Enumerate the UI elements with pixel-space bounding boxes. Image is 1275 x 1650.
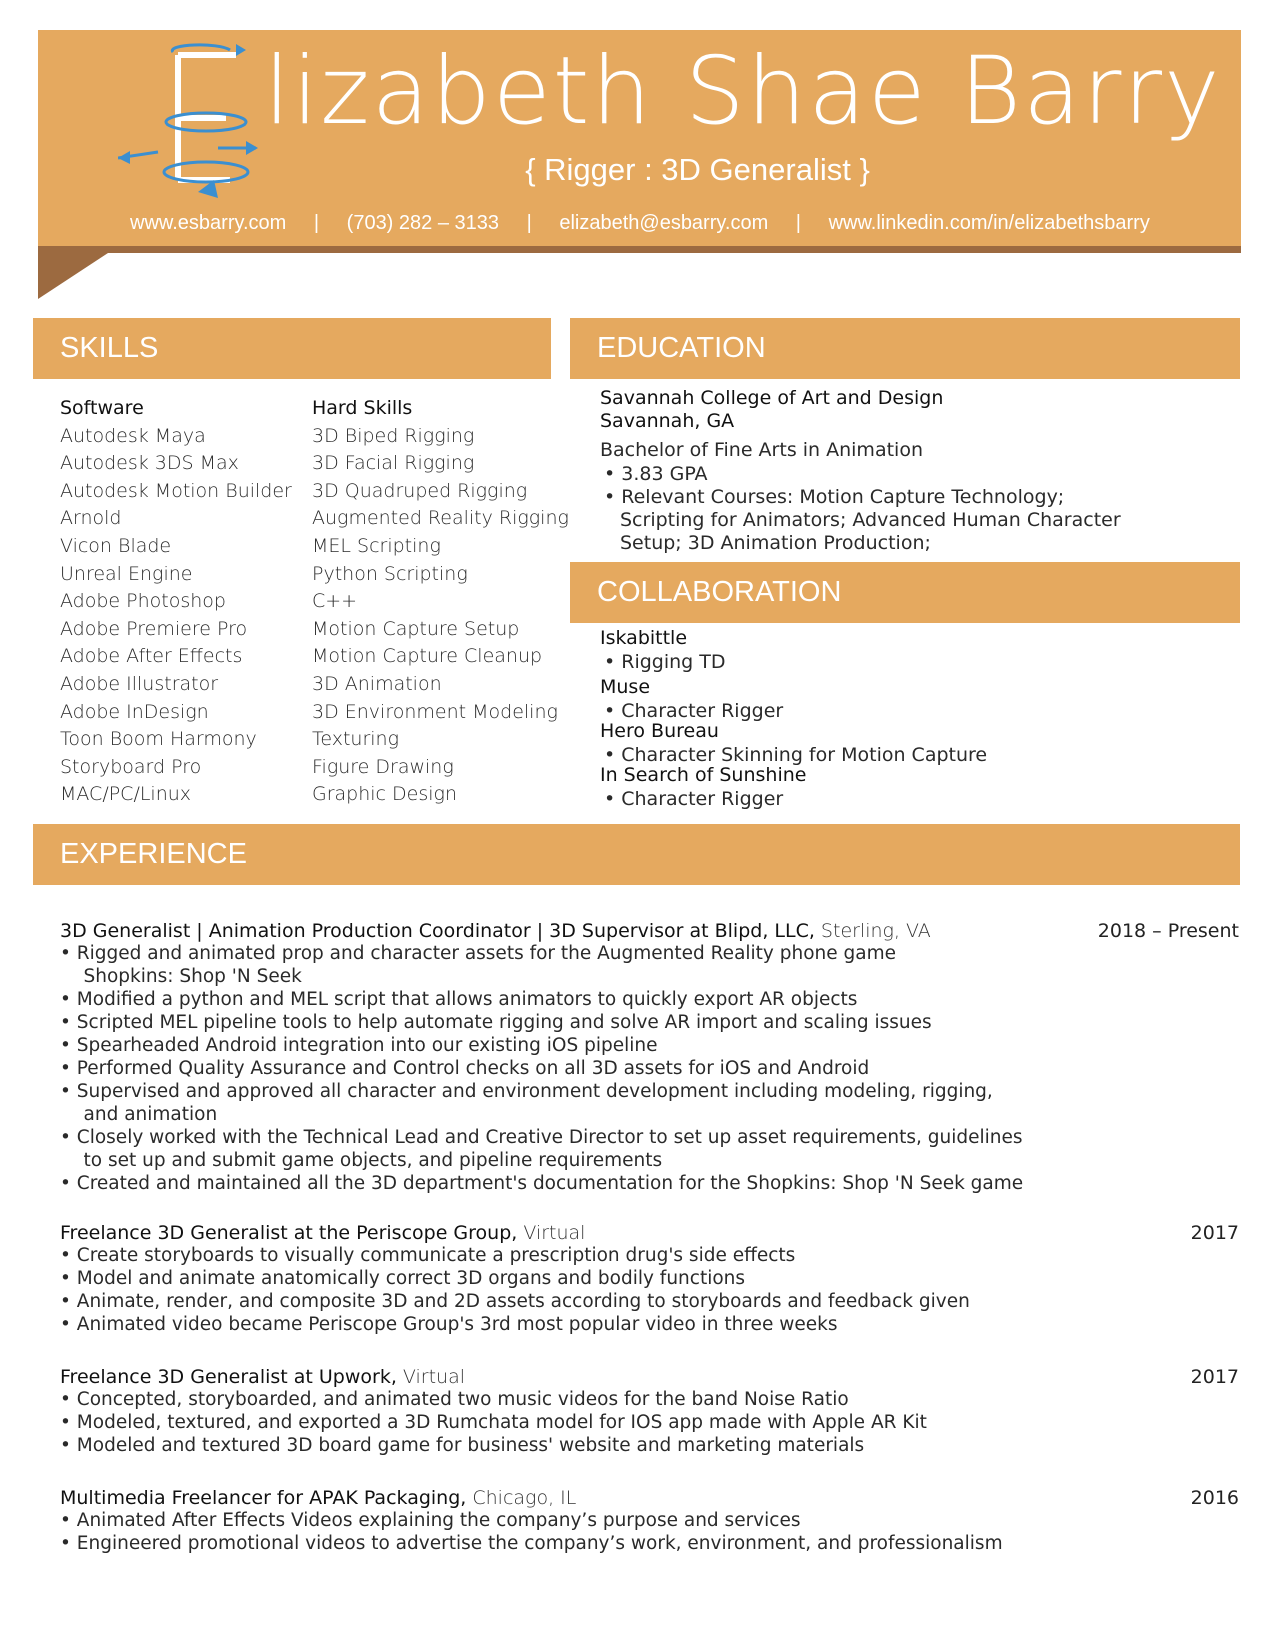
gpa: • 3.83 GPA <box>604 463 708 485</box>
skills-header: SKILLS <box>33 318 551 379</box>
list-item: Adobe Premiere Pro <box>60 617 248 640</box>
list-item: Texturing <box>312 728 400 751</box>
banner-shadow <box>38 246 1241 253</box>
list-item: Adobe InDesign <box>60 700 209 723</box>
job-bullet: • Animated video became Periscope Group's 3rd most popular video in three weeks <box>60 1314 838 1335</box>
list-item: MAC/PC/Linux <box>60 783 192 806</box>
courses-line: • Relevant Courses: Motion Capture Technology; <box>604 486 1065 508</box>
list-item: Autodesk Maya <box>60 424 206 447</box>
job-bullet: • Engineered promotional videos to advertise the company’s work, environment, and professionalism <box>60 1533 1003 1554</box>
list-item: C++ <box>312 590 358 613</box>
list-item: Adobe Photoshop <box>60 590 226 613</box>
job-bullet: • Model and animate anatomically correct 3D organs and bodily functions <box>60 1268 746 1289</box>
job-bullet: and animation <box>60 1104 218 1125</box>
software-skills-list <box>60 395 292 809</box>
job-title: Freelance 3D Generalist at the Periscope Group, Virtual <box>60 1222 586 1244</box>
hard-skills-list <box>312 395 569 809</box>
project-role: • Character Skinning for Motion Capture <box>604 744 988 766</box>
school-location: Savannah, GA <box>600 410 735 432</box>
job-bullet: • Animate, render, and composite 3D and 2D assets according to storyboards and feedback given <box>60 1291 970 1312</box>
list-item: 3D Environment Modeling <box>312 700 558 723</box>
job-bullet: Shopkins: Shop 'N Seek <box>60 966 302 987</box>
banner-fold <box>38 253 108 299</box>
project-role: • Rigging TD <box>604 651 726 673</box>
project-name: Hero Bureau <box>600 720 719 742</box>
project-name: Iskabittle <box>600 627 688 649</box>
education-header: EDUCATION <box>570 318 1240 379</box>
job-title: 3D Generalist | Animation Production Coordinator | 3D Supervisor at Blipd, LLC, Sterling, VA <box>60 920 931 942</box>
job-bullet: • Closely worked with the Technical Lead and Creative Director to set up asset requirements, guidelines <box>60 1127 1023 1148</box>
email-link[interactable]: elizabeth@esbarry.com <box>559 212 769 234</box>
list-item: Unreal Engine <box>60 562 193 585</box>
list-item: Augmented Reality Rigging <box>312 507 569 530</box>
list-item: Storyboard Pro <box>60 755 202 778</box>
project-name: In Search of Sunshine <box>600 764 807 786</box>
software-heading: Software <box>60 397 144 419</box>
job-bullet: to set up and submit game objects, and pipeline requirements <box>60 1150 663 1171</box>
separator: | <box>526 212 532 234</box>
job-bullet: • Animated After Effects Videos explaining the company’s purpose and services <box>60 1510 801 1531</box>
list-item: Autodesk 3DS Max <box>60 452 239 475</box>
list-item: Motion Capture Cleanup <box>312 645 543 668</box>
job-bullet: • Concepted, storyboarded, and animated two music videos for the band Noise Ratio <box>60 1389 849 1410</box>
website-link[interactable]: www.esbarry.com <box>130 212 287 234</box>
project-role: • Character Rigger <box>604 788 784 810</box>
list-item: Adobe Illustrator <box>60 672 219 695</box>
job-year: 2017 <box>1190 1366 1239 1388</box>
school-name: Savannah College of Art and Design <box>600 387 944 409</box>
job-title: { Rigger : 3D Generalist } <box>525 152 870 187</box>
job-bullet: • Performed Quality Assurance and Control checks on all 3D assets for iOS and Android <box>60 1058 870 1079</box>
job-bullet: • Scripted MEL pipeline tools to help automate rigging and solve AR import and scaling issues <box>60 1012 932 1033</box>
list-item: Autodesk Motion Builder <box>60 479 292 502</box>
list-item: Vicon Blade <box>60 534 172 557</box>
separator: | <box>313 212 320 234</box>
list-item: Motion Capture Setup <box>312 617 520 640</box>
linkedin-link[interactable]: www.linkedin.com/in/elizabethsbarry <box>828 212 1150 234</box>
experience-header: EXPERIENCE <box>33 824 1240 885</box>
job-year: 2016 <box>1190 1487 1239 1509</box>
hard-skills-heading: Hard Skills <box>312 397 413 419</box>
list-item: Adobe After Effects <box>60 645 243 668</box>
degree: Bachelor of Fine Arts in Animation <box>600 439 923 461</box>
job-bullet: • Created and maintained all the 3D department's documentation for the Shopkins: Shop 'N Seek game <box>60 1173 1024 1194</box>
job-year: 2017 <box>1190 1222 1239 1244</box>
job-bullet: • Spearheaded Android integration into our existing iOS pipeline <box>60 1035 658 1056</box>
list-item: 3D Animation <box>312 672 442 695</box>
list-item: Arnold <box>60 507 122 530</box>
job-title: Freelance 3D Generalist at Upwork, Virtual <box>60 1366 466 1388</box>
courses-line: Setup; 3D Animation Production; <box>620 532 931 554</box>
list-item: Graphic Design <box>312 783 457 806</box>
separator: | <box>795 212 801 234</box>
list-item: Toon Boom Harmony <box>60 728 257 751</box>
job-title: Multimedia Freelancer for APAK Packaging, Chicago, IL <box>60 1487 577 1509</box>
job-bullet: • Modeled, textured, and exported a 3D Rumchata model for IOS app made with Apple AR Kit <box>60 1412 927 1433</box>
candidate-name: lizabeth Shae Barry <box>264 37 1222 146</box>
list-item: 3D Biped Rigging <box>312 424 475 447</box>
job-bullet: • Supervised and approved all character and environment development including modeling, rigging, <box>60 1081 993 1102</box>
contact-bar <box>130 212 1150 235</box>
collaboration-header: COLLABORATION <box>570 562 1240 623</box>
courses-line: Scripting for Animators; Advanced Human Character <box>620 509 1121 531</box>
project-role: • Character Rigger <box>604 700 784 722</box>
list-item: Python Scripting <box>312 562 468 585</box>
job-bullet: • Rigged and animated prop and character assets for the Augmented Reality phone game <box>60 943 897 964</box>
project-name: Muse <box>600 676 651 698</box>
phone-number[interactable]: (703) 282 – 3133 <box>346 212 499 234</box>
list-item: MEL Scripting <box>312 534 441 557</box>
list-item: 3D Facial Rigging <box>312 452 475 475</box>
list-item: Figure Drawing <box>312 755 454 778</box>
job-year: 2018 – Present <box>1097 920 1239 942</box>
job-bullet: • Modified a python and MEL script that allows animators to quickly export AR objects <box>60 989 858 1010</box>
list-item: 3D Quadruped Rigging <box>312 479 528 502</box>
job-bullet: • Modeled and textured 3D board game for business' website and marketing materials <box>60 1435 865 1456</box>
job-bullet: • Create storyboards to visually communicate a prescription drug's side effects <box>60 1245 796 1266</box>
